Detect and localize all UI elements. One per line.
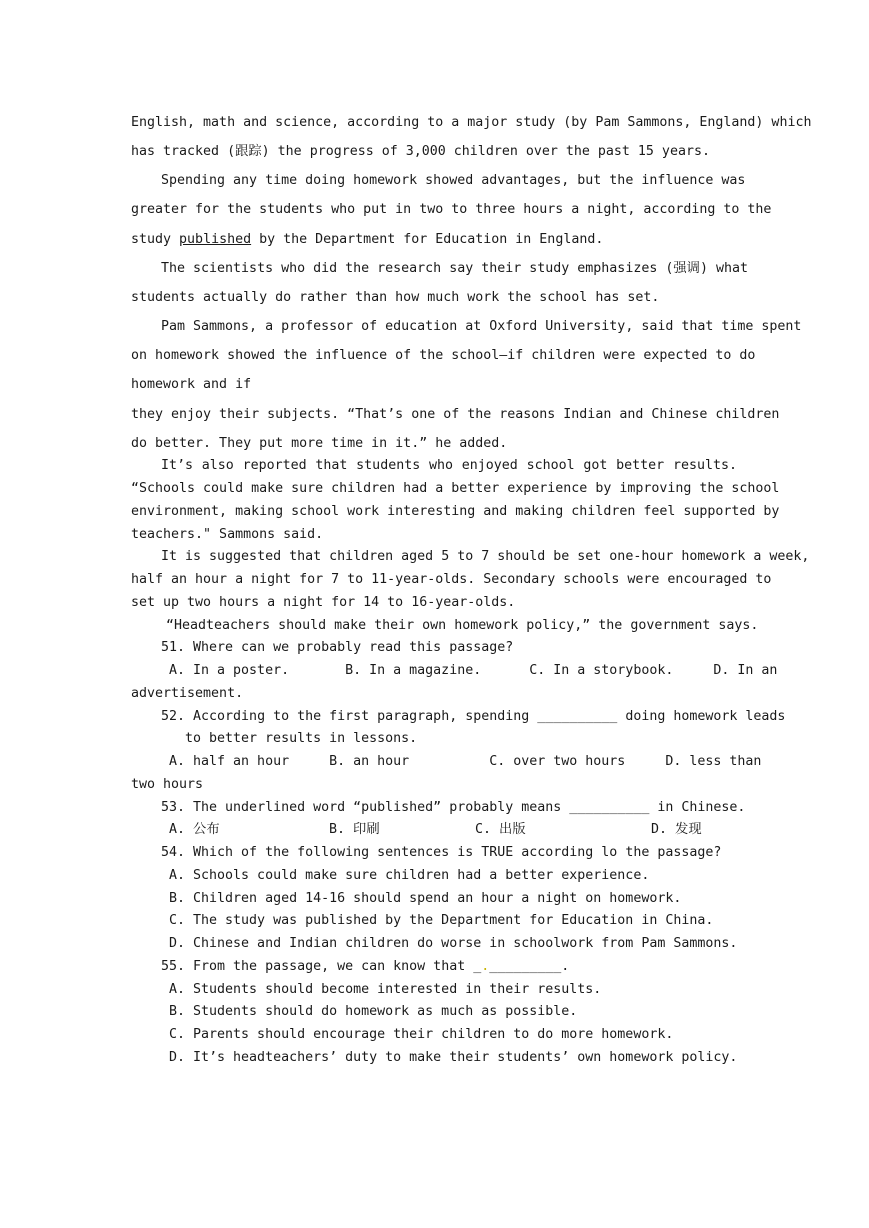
- passage-line: half an hour a night for 7 to 11-year-olds. Secondary schools were encouraged to: [131, 572, 772, 587]
- passage-line: It is suggested that children aged 5 to 7 should be set one-hour homework a week,: [161, 549, 810, 564]
- option-b: B. Children aged 14-16 should spend an hour a night on homework.: [169, 891, 682, 906]
- passage-line: Spending any time doing homework showed advantages, but the influence was: [161, 173, 746, 188]
- passage-line: It’s also reported that students who enjoyed school got better results.: [161, 458, 737, 473]
- passage-line: has tracked (跟踪) the progress of 3,000 children over the past 15 years.: [131, 144, 710, 159]
- passage-text: study: [131, 232, 180, 247]
- underlined-word: published: [179, 232, 252, 247]
- question-stem: [161, 958, 737, 976]
- option-b: B. Students should do homework as much as possible.: [169, 1004, 578, 1019]
- option-a: A. 公布: [169, 822, 220, 837]
- passage-line: Pam Sammons, a professor of education at Oxford University, said that time spent: [161, 319, 802, 334]
- answer-blank: _________.: [489, 959, 570, 974]
- passage-line: greater for the students who put in two to three hours a night, according to the: [131, 202, 772, 217]
- passage-line: “Headteachers should make their own homework policy,” the government says.: [166, 618, 759, 633]
- passage-line: environment, making school work interesting and making children feel supported by: [131, 504, 780, 519]
- question-options: advertisement.: [131, 686, 244, 701]
- passage-line: on homework showed the influence of the school—if children were expected to do: [131, 348, 756, 363]
- option-d: D. It’s headteachers’ duty to make their students’ own homework policy.: [169, 1050, 738, 1065]
- passage-line: teachers." Sammons said.: [131, 527, 324, 542]
- passage-line: set up two hours a night for 14 to 16-year-olds.: [131, 595, 516, 610]
- passage-line: English, math and science, according to a major study (by Pam Sammons, England) which: [131, 115, 812, 130]
- passage-line: homework and if: [131, 377, 252, 392]
- option-b: B. 印刷: [329, 822, 380, 837]
- question-options: two hours: [131, 777, 204, 792]
- passage-line: do better. They put more time in it.” he added.: [131, 436, 508, 451]
- question-stem: 54. Which of the following sentences is TRUE according lo the passage?: [161, 845, 722, 860]
- question-stem: 52. According to the first paragraph, spending __________ doing homework leads: [161, 709, 786, 724]
- passage-line: “Schools could make sure children had a better experience by improving the school: [131, 481, 780, 496]
- stray-mark: .: [481, 959, 490, 974]
- passage-text: by the Department for Education in England.: [251, 232, 604, 247]
- option-d: D. Chinese and Indian children do worse in schoolwork from Pam Sammons.: [169, 936, 738, 951]
- option-c: C. Parents should encourage their children to do more homework.: [169, 1027, 674, 1042]
- question-stem: to better results in lessons.: [185, 731, 418, 746]
- option-c: C. 出版: [475, 822, 526, 837]
- passage-line: [131, 231, 737, 249]
- option-a: A. Schools could make sure children had a better experience.: [169, 868, 650, 883]
- option-d: D. 发现: [651, 822, 702, 837]
- passage-line: students actually do rather than how much work the school has set.: [131, 290, 660, 305]
- option-c: C. The study was published by the Department for Education in China.: [169, 913, 714, 928]
- question-options: A. In a poster. B. In a magazine. C. In a storybook. D. In an: [169, 663, 778, 678]
- question-stem: 53. The underlined word “published” probably means __________ in Chinese.: [161, 800, 746, 815]
- option-a: A. Students should become interested in their results.: [169, 982, 602, 997]
- passage-line: they enjoy their subjects. “That’s one of the reasons Indian and Chinese children: [131, 407, 780, 422]
- stem-text: 55. From the passage, we can know that _: [161, 959, 482, 974]
- question-stem: 51. Where can we probably read this passage?: [161, 640, 514, 655]
- question-options: A. half an hour B. an hour C. over two hours D. less than: [169, 754, 762, 769]
- passage-line: The scientists who did the research say their study emphasizes (强调) what: [161, 261, 748, 276]
